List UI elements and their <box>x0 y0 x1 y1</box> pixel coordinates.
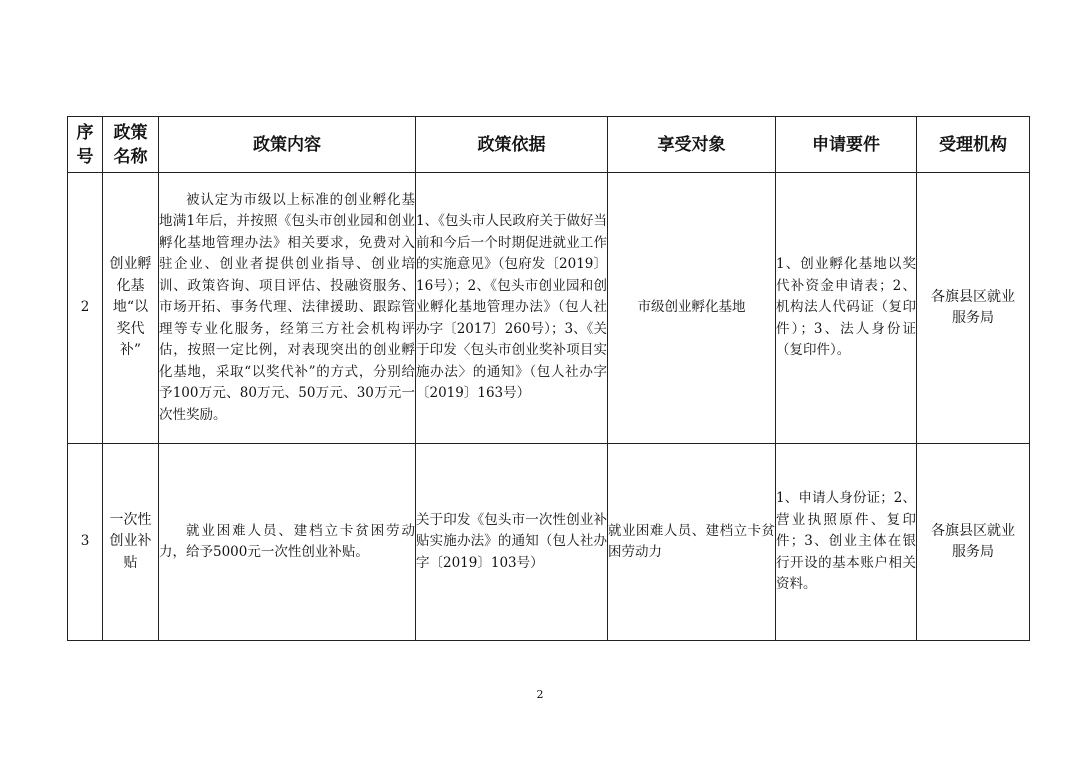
eligible-target: 市级创业孵化基地 <box>608 173 776 444</box>
policy-table <box>67 116 1030 641</box>
header-row <box>68 117 1030 173</box>
header-basis: 政策依据 <box>416 117 608 173</box>
table-row <box>68 173 1030 444</box>
eligible-target: 就业困难人员、建档立卡贫困劳动力 <box>608 444 776 641</box>
header-agency: 受理机构 <box>917 117 1030 173</box>
policy-basis: 关于印发《包头市一次性创业补贴实施办法》的通知（包人社办字〔2019〕103号） <box>416 444 608 641</box>
policy-name: 创业孵化基地“以奖代补” <box>103 173 159 444</box>
header-target: 享受对象 <box>608 117 776 173</box>
row-number: 3 <box>68 444 103 641</box>
policy-content: 就业困难人员、建档立卡贫困劳动力，给予5000元一次性创业补贴。 <box>159 444 416 641</box>
page-number: 2 <box>536 688 544 701</box>
application-requirements: 1、申请人身份证；2、营业执照原件、复印件；3、创业主体在银行开设的基本账户相关资料。 <box>776 444 917 641</box>
accepting-agency: 各旗县区就业服务局 <box>917 173 1030 444</box>
application-requirements: 1、创业孵化基地以奖代补资金申请表；2、机构法人代码证（复印件）；3、法人身份证（复印件）。 <box>776 173 917 444</box>
table-row <box>68 444 1030 641</box>
accepting-agency: 各旗县区就业服务局 <box>917 444 1030 641</box>
policy-basis: 1、《包头市人民政府关于做好当前和今后一个时期促进就业工作的实施意见》（包府发〔2019〕16号）；2、《包头市创业园和创业孵化基地管理办法》（包人社办字〔2017〕260号）；3、《关于印发〈包头市创业奖补项目实施办法〉的通知》（包人社办字〔2019〕163号） <box>416 173 608 444</box>
policy-name: 一次性创业补贴 <box>103 444 159 641</box>
header-requirements: 申请要件 <box>776 117 917 173</box>
header-num: 序号 <box>68 117 103 173</box>
row-number: 2 <box>68 173 103 444</box>
policy-content: 被认定为市级以上标准的创业孵化基地满1年后，并按照《包头市创业园和创业孵化基地管理办法》相关要求，免费对入驻企业、创业者提供创业指导、创业培训、政策咨询、项目评估、投融资服务、市场开拓、事务代理、法律援助、跟踪管理等专业化服务，经第三方社会机构评估，按照一定比例，对表现突出的创业孵化基地，采取“以奖代补”的方式，分别给予100万元、80万元、50万元、30万元一次性奖励。 <box>159 173 416 444</box>
header-content: 政策内容 <box>159 117 416 173</box>
header-name: 政策名称 <box>103 117 159 173</box>
